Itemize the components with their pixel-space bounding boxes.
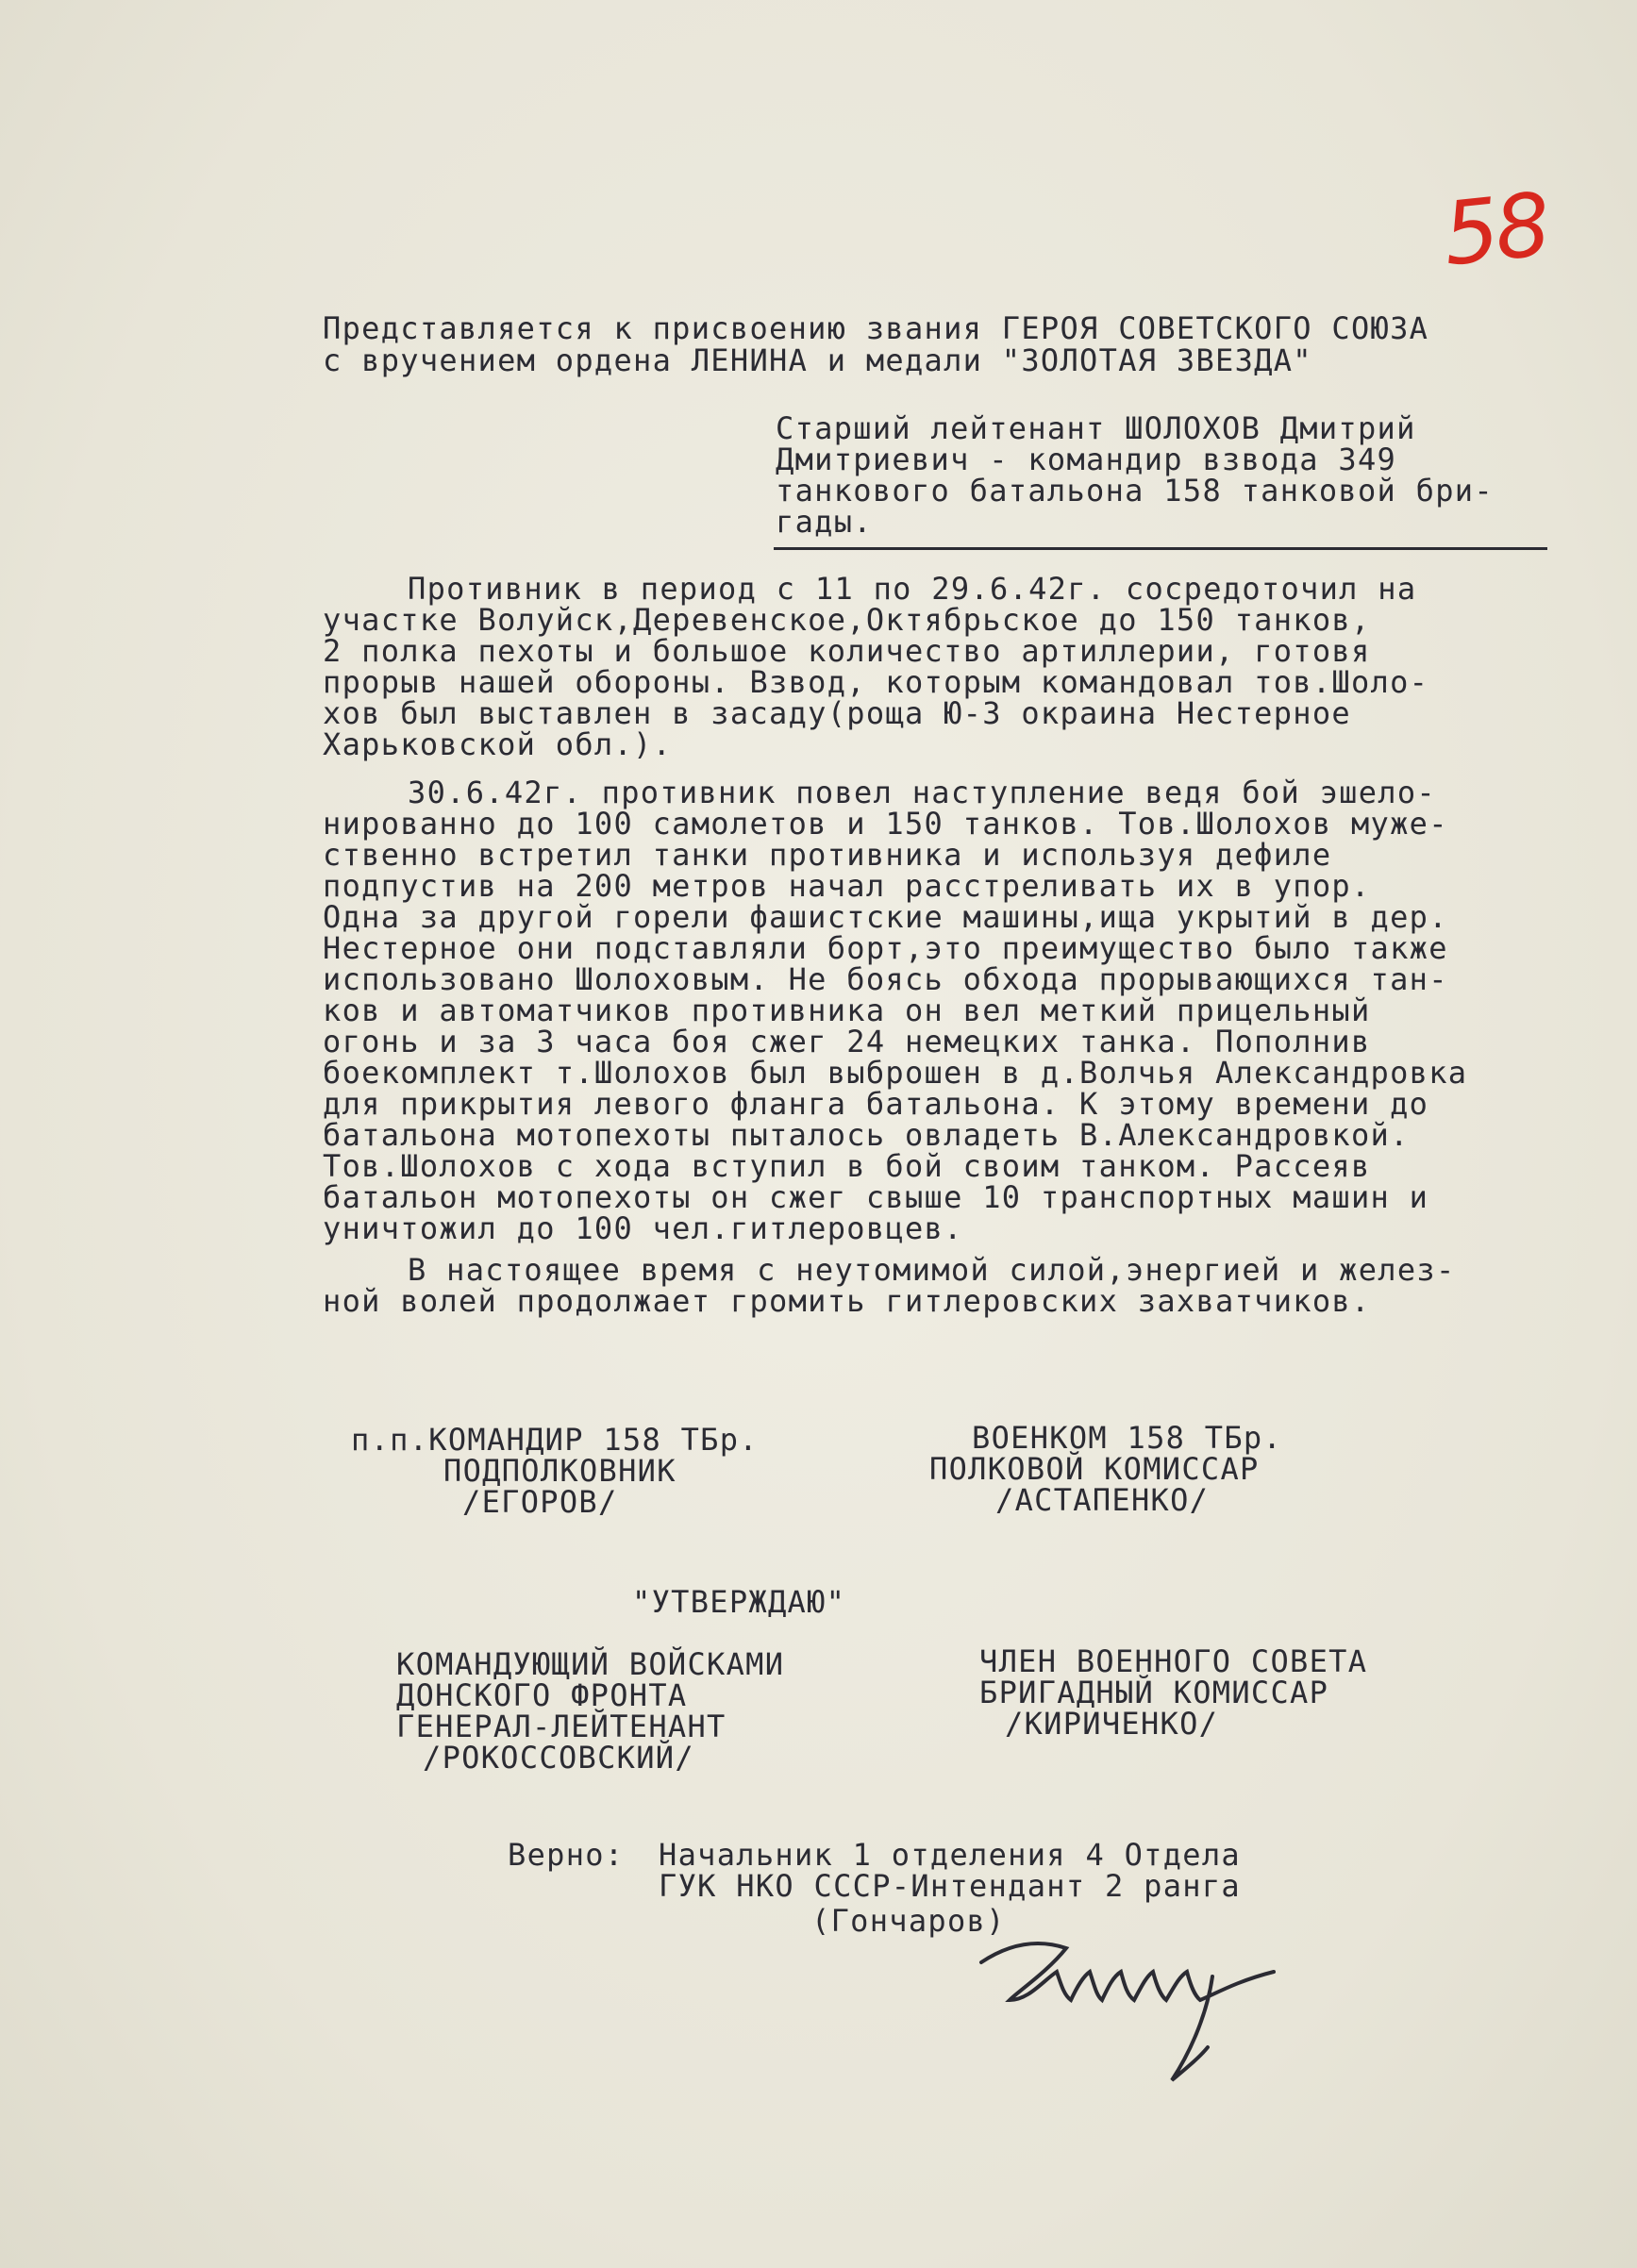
body-line: прорыв нашей обороны. Взвод, которым командовал тов.Шоло- bbox=[323, 664, 1429, 700]
approval-line: ДОНСКОГО ФРОНТА bbox=[396, 1677, 688, 1713]
signature-title: ВОЕНКОМ 158 ТБр. bbox=[972, 1420, 1283, 1456]
signature-title: п.п.КОМАНДИР 158 ТБр. bbox=[351, 1422, 759, 1458]
approval-line: ЧЛЕН ВОЕННОГО СОВЕТА bbox=[979, 1643, 1368, 1679]
body-line: 2 полка пехоты и большое количество артиллерии, готовя bbox=[323, 633, 1371, 669]
body-line: для прикрытия левого фланга батальона. К этому времени до bbox=[323, 1086, 1429, 1122]
certification-line: ГУК НКО СССР-Интендант 2 ранга bbox=[659, 1868, 1241, 1904]
certification-line: Начальник 1 отделения 4 Отдела bbox=[659, 1837, 1241, 1873]
body-line: хов был выставлен в засаду(роща Ю-З окраина Нестерное bbox=[323, 695, 1351, 731]
signature-name: /ЕГОРОВ/ bbox=[462, 1484, 618, 1520]
body-line: Харьковской обл.). bbox=[323, 726, 673, 762]
nominee-underline bbox=[774, 547, 1547, 550]
signature-rank: ПОДПОЛКОВНИК bbox=[443, 1453, 677, 1489]
body-line: Нестерное они подставляли борт,это преимущество было также bbox=[323, 930, 1448, 966]
page-number: 58 bbox=[1438, 174, 1552, 286]
certification-name: (Гончаров) bbox=[811, 1903, 1006, 1939]
signature-name: /АСТАПЕНКО/ bbox=[995, 1482, 1210, 1518]
certification-label: Верно: bbox=[508, 1837, 625, 1873]
body-line: батальона мотопехоты пыталось овладеть В.Александровкой. bbox=[323, 1117, 1410, 1153]
body-line: ственно встретил танки противника и используя дефиле bbox=[323, 837, 1332, 873]
body-line: нированно до 100 самолетов и 150 танков. Тов.Шолохов муже- bbox=[323, 806, 1448, 842]
body-line: использовано Шолоховым. Не боясь обхода прорывающихся тан- bbox=[323, 961, 1448, 997]
body-line: уничтожил до 100 чел.гитлеровцев. bbox=[323, 1210, 963, 1246]
signature-rank: ПОЛКОВОЙ КОМИССАР bbox=[929, 1451, 1260, 1487]
header-line-1: Представляется к присвоению звания ГЕРОЯ СОВЕТСКОГО СОЮЗА bbox=[323, 310, 1429, 346]
body-line: подпустив на 200 метров начал расстреливать их в упор. bbox=[323, 868, 1371, 904]
body-line: батальон мотопехоты он сжег свыше 10 транспортных машин и bbox=[323, 1179, 1429, 1215]
approval-title: "УТВЕРЖДАЮ" bbox=[632, 1584, 846, 1620]
body-line: боекомплект т.Шолохов был выброшен в д.Волчья Александровка bbox=[323, 1055, 1468, 1091]
approval-line: ГЕНЕРАЛ-ЛЕЙТЕНАНТ bbox=[396, 1709, 727, 1744]
body-line: 30.6.42г. противник повел наступление ведя бой эшело- bbox=[408, 775, 1436, 810]
body-line: огонь и за 3 часа боя сжег 24 немецких танка. Пополнив bbox=[323, 1024, 1371, 1059]
nominee-line: гады. bbox=[776, 504, 873, 540]
body-line: участке Волуйск,Деревенское,Октябрьское до 150 танков, bbox=[323, 602, 1371, 638]
nominee-line: Старший лейтенант ШОЛОХОВ Дмитрий bbox=[776, 410, 1416, 446]
header-line-2: с вручением ордена ЛЕНИНА и медали "ЗОЛОТАЯ ЗВЕЗДА" bbox=[323, 342, 1312, 378]
body-line: Одна за другой горели фашистские машины,ища укрытий в дер. bbox=[323, 899, 1448, 935]
nominee-line: Дмитриевич - командир взвода 349 bbox=[776, 442, 1397, 477]
body-line: В настоящее время с неутомимой силой,энергией и желез- bbox=[408, 1252, 1456, 1288]
body-line: Тов.Шолохов с хода вступил в бой своим танком. Рассеяв bbox=[323, 1148, 1371, 1184]
approval-name: /РОКОССОВСКИЙ/ bbox=[423, 1740, 694, 1776]
body-line: Противник в период с 11 по 29.6.42г. сосредоточил на bbox=[408, 571, 1417, 607]
body-line: ков и автоматчиков противника он вел меткий прицельный bbox=[323, 992, 1371, 1028]
nominee-line: танкового батальона 158 танковой бри- bbox=[776, 473, 1494, 509]
approval-line: КОМАНДУЮЩИЙ ВОЙСКАМИ bbox=[396, 1646, 785, 1682]
body-line: ной волей продолжает громить гитлеровских захватчиков. bbox=[323, 1283, 1371, 1319]
approval-name: /КИРИЧЕНКО/ bbox=[1005, 1706, 1219, 1742]
approval-line: БРИГАДНЫЙ КОМИССАР bbox=[979, 1675, 1329, 1710]
